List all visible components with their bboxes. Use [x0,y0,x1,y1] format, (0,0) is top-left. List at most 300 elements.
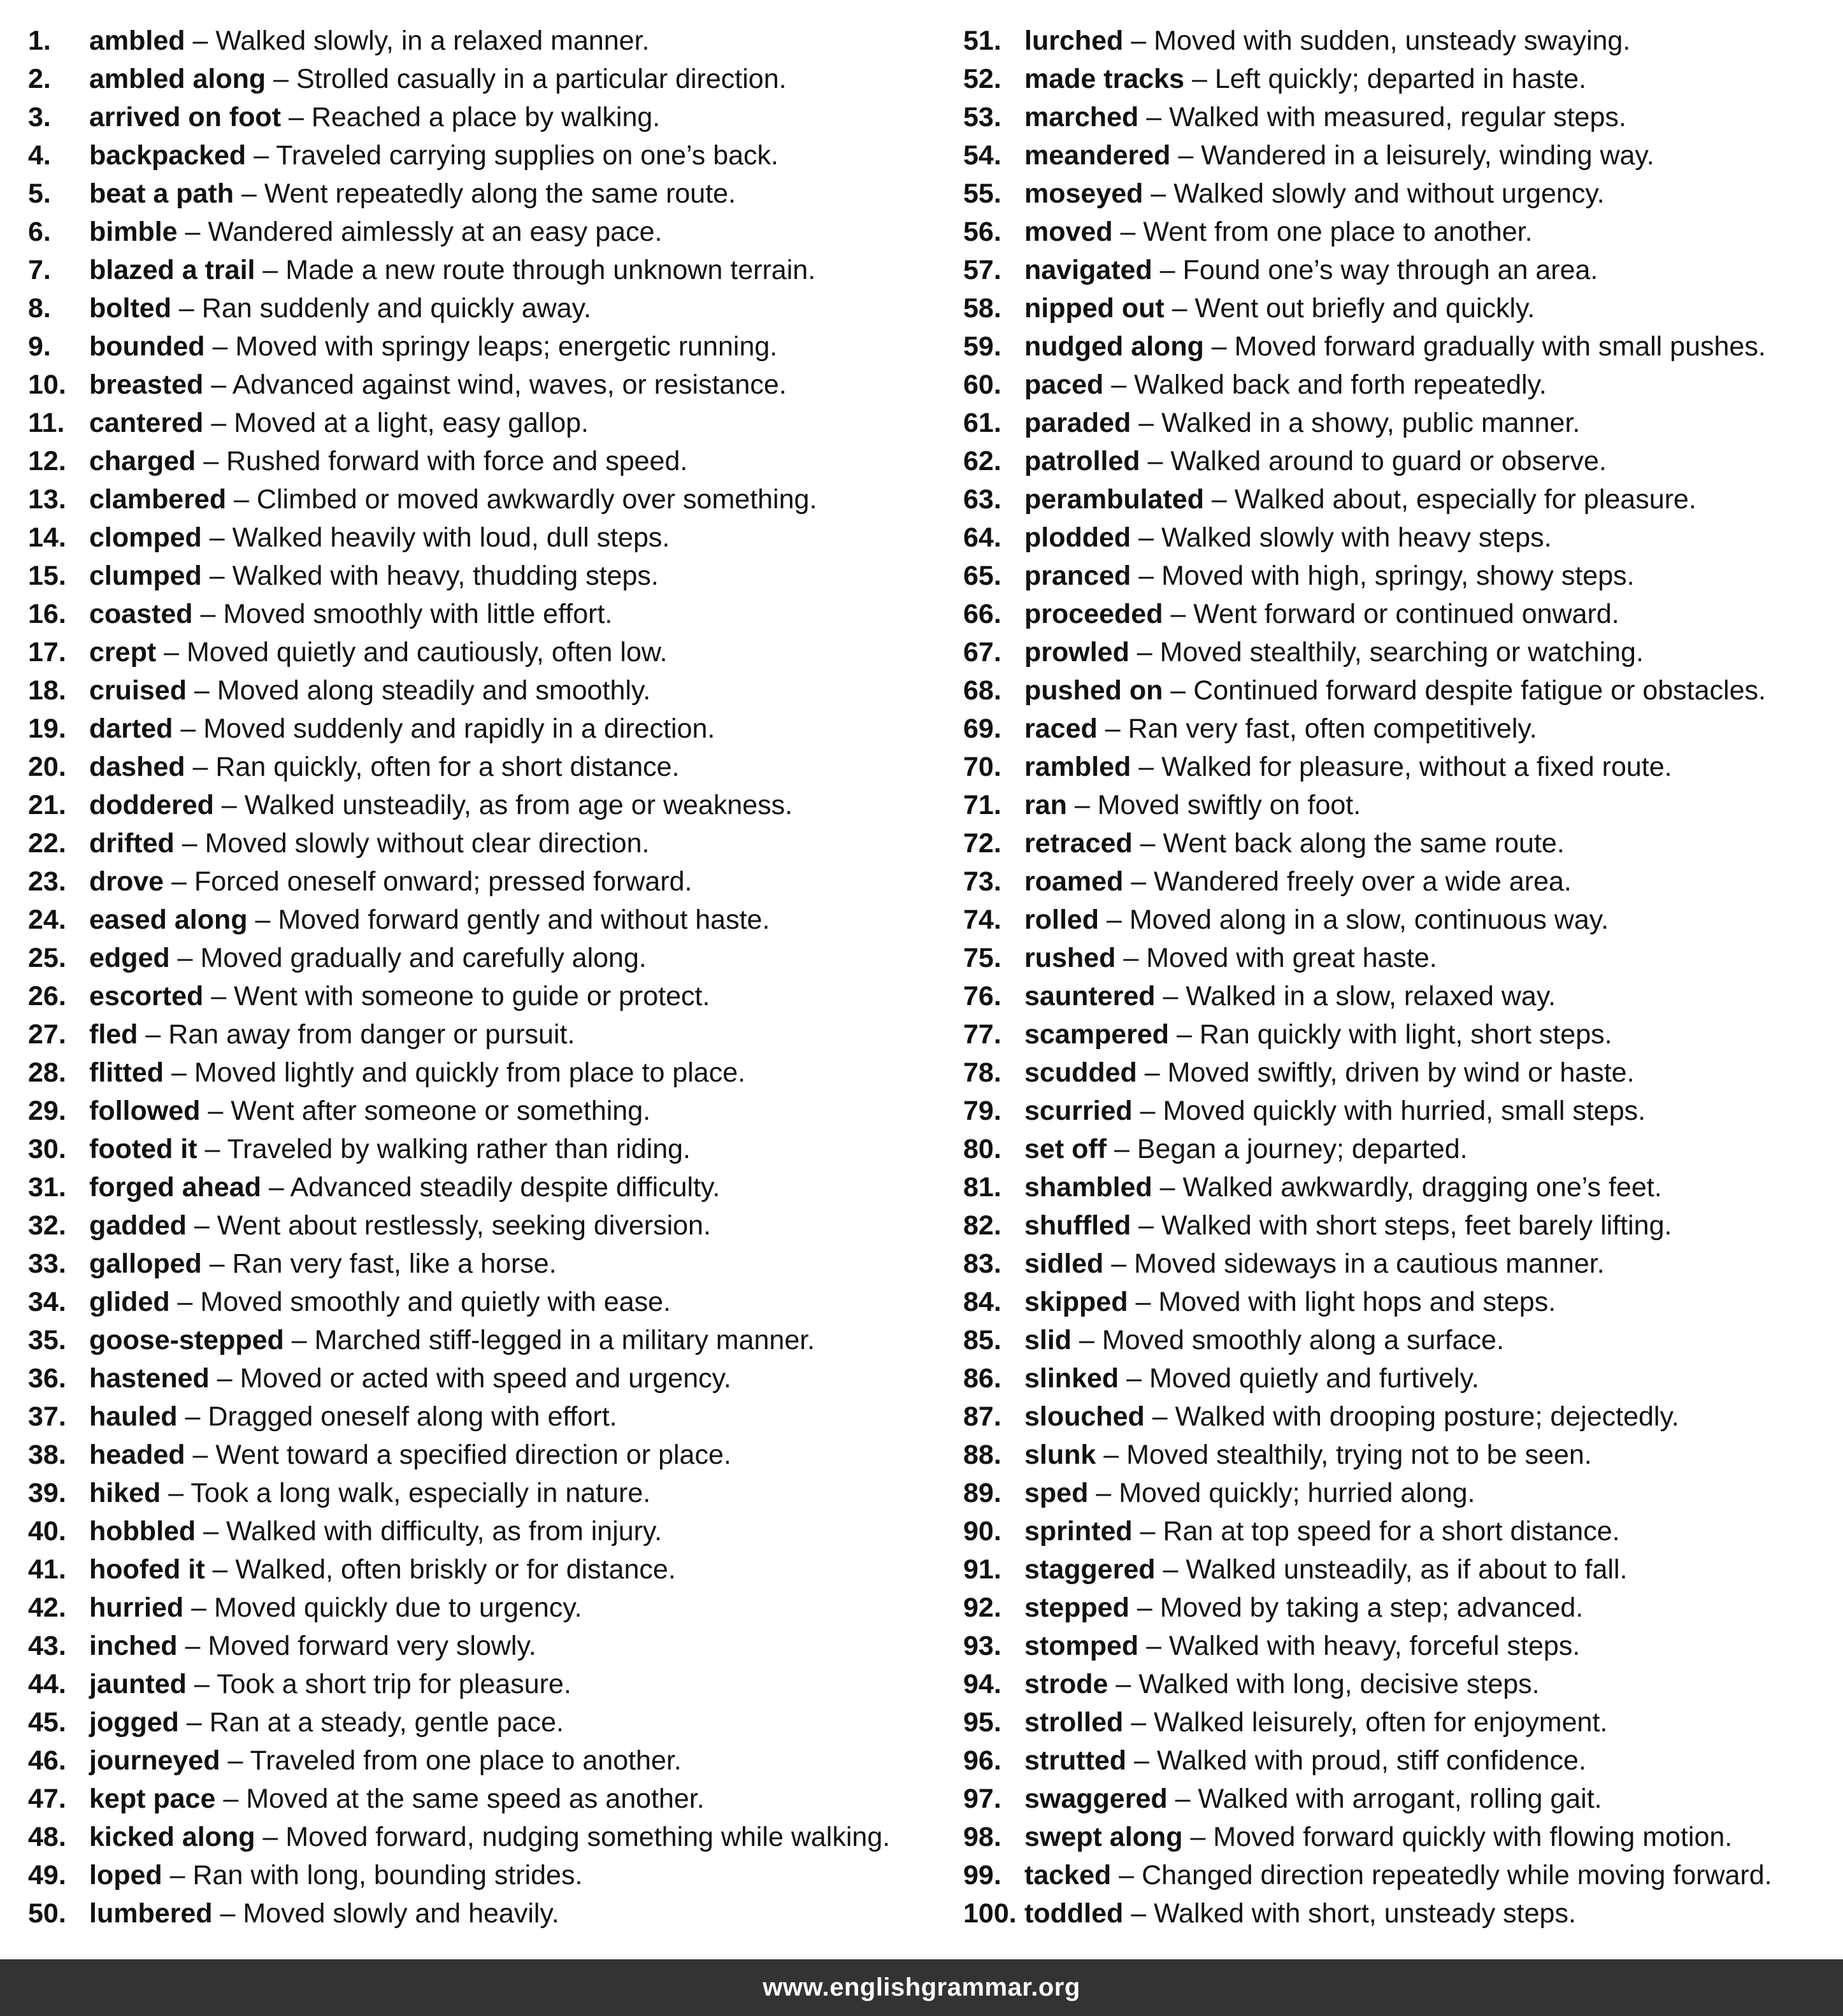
item-number: 32. [28,1210,66,1241]
item-separator: – [1144,1401,1175,1432]
item-separator: – [185,25,216,56]
item-separator: – [1152,255,1183,285]
item-separator: – [201,1248,233,1279]
item-definition: Ran with long, bounding strides. [192,1860,583,1891]
item-separator: – [162,1860,193,1891]
item-number: 53. [963,102,1001,132]
list-item [963,1206,1836,1245]
item-definition: Strolled casually in a particular direction. [296,64,787,94]
item-number: 90. [963,1516,1001,1547]
item-separator: – [183,1592,214,1623]
item-definition: Walked about, especially for pleasure. [1234,484,1696,515]
list-item [963,748,1836,786]
item-definition: Walked for pleasure, without a fixed route. [1161,752,1672,782]
item-number: 44. [28,1669,66,1699]
item-term: made tracks [1024,64,1184,94]
item-term: kicked along [89,1822,255,1852]
item-separator: – [1097,713,1128,744]
item-number: 52. [963,64,1001,94]
item-number: 77. [963,1019,1001,1050]
item-number: 13. [28,484,66,515]
item-definition: Moved by taking a step; advanced. [1159,1592,1584,1623]
list-item [28,251,933,289]
item-definition: Ran very fast, like a horse. [232,1248,557,1279]
item-separator: – [212,1898,243,1929]
item-term: scurried [1024,1096,1133,1126]
item-separator: – [161,1478,191,1508]
list-item [28,480,933,518]
list-item [28,1512,933,1550]
item-term: paced [1024,369,1104,400]
list-item [28,901,933,939]
item-number: 58. [963,293,1001,324]
list-item [28,1130,933,1168]
item-number: 47. [28,1784,66,1814]
item-number: 14. [28,522,66,553]
item-number: 45. [28,1707,66,1738]
item-number: 91. [963,1554,1001,1585]
list-item [963,1359,1836,1398]
item-number: 70. [963,752,1001,782]
item-definition: Climbed or moved awkwardly over something. [256,484,817,515]
item-number: 48. [28,1822,66,1852]
item-definition: Moved swiftly, driven by wind or haste. [1167,1057,1635,1088]
list-item [963,1894,1836,1933]
item-term: skipped [1024,1287,1128,1317]
item-definition: Walked with measured, regular steps. [1169,102,1626,132]
item-term: kept pace [89,1784,216,1814]
item-separator: – [247,904,278,935]
item-definition: Ran at a steady, gentle pace. [209,1707,564,1738]
list-item [963,60,1836,98]
item-definition: Moved stealthily, searching or watching. [1159,637,1644,668]
item-separator: – [138,1019,169,1050]
item-term: tacked [1024,1860,1112,1891]
item-term: slid [1024,1325,1072,1355]
item-term: prowled [1024,637,1129,668]
item-term: eased along [89,904,248,935]
item-separator: – [215,1784,247,1814]
item-number: 66. [963,599,1001,629]
item-separator: – [173,713,204,744]
item-number: 82. [963,1210,1001,1241]
item-definition: Advanced steadily despite difficulty. [290,1172,721,1203]
list-item [963,1283,1836,1321]
list-item [28,1780,933,1818]
item-separator: – [203,981,234,1012]
item-separator: – [204,331,236,362]
list-item [963,1512,1836,1550]
item-term: crept [89,637,157,668]
item-separator: – [174,828,205,859]
item-separator: – [1132,828,1163,859]
item-definition: Went toward a specified direction or place. [215,1440,731,1470]
item-definition: Changed direction repeatedly while moving forward. [1142,1860,1772,1891]
list-item [963,901,1836,939]
item-number: 15. [28,561,66,591]
item-number: 54. [963,140,1001,171]
item-term: beat a path [89,178,234,209]
item-definition: Rushed forward with force and speed. [226,446,688,476]
list-item [963,1168,1836,1206]
item-separator: – [1123,866,1154,897]
item-term: rushed [1024,943,1116,973]
list-item [28,1856,933,1894]
list-item [28,213,933,251]
list-item [28,977,933,1015]
list-item [28,671,933,710]
item-term: strutted [1024,1745,1127,1776]
list-item [963,1703,1836,1741]
item-separator: – [1103,369,1135,400]
item-term: inched [89,1631,178,1661]
item-separator: – [261,1172,290,1203]
item-separator: – [185,752,216,782]
item-definition: Moved at the same speed as another. [246,1784,705,1814]
item-definition: Moved with sudden, unsteady swaying. [1154,25,1631,56]
item-term: rambled [1024,752,1131,782]
item-number: 26. [28,981,66,1012]
item-term: jogged [89,1707,179,1738]
item-number: 65. [963,561,1001,591]
item-separator: – [1123,1707,1154,1738]
item-definition: Moved quietly and cautiously, often low. [186,637,668,668]
list-item [963,824,1836,862]
item-definition: Walked with heavy, thudding steps. [232,561,659,591]
item-definition: Walked with difficulty, as from injury. [226,1516,663,1547]
item-definition: Moved or acted with speed and urgency. [240,1363,731,1394]
item-definition: Moved suddenly and rapidly in a direction. [203,713,715,744]
item-separator: – [234,178,264,209]
item-separator: – [186,1210,217,1241]
item-separator: – [186,1669,217,1699]
item-separator: – [1129,637,1160,668]
list-item [28,824,933,862]
item-definition: Wandered freely over a wide area. [1154,866,1572,897]
item-separator: – [171,293,202,324]
item-separator: – [1203,331,1235,362]
item-number: 83. [963,1248,1001,1279]
item-separator: – [1131,522,1162,553]
item-separator: – [1184,64,1215,94]
item-term: pushed on [1024,675,1163,706]
list-item [963,1741,1836,1780]
item-number: 34. [28,1287,66,1317]
item-separator: – [156,637,187,668]
item-number: 31. [28,1172,66,1203]
item-term: set off [1024,1134,1107,1164]
item-term: darted [89,713,173,744]
word-list-column-right [963,22,1836,1933]
item-term: gadded [89,1210,187,1241]
list-item [28,1283,933,1321]
list-item [28,1550,933,1589]
item-term: coasted [89,599,193,629]
item-definition: Walked leisurely, often for enjoyment. [1154,1707,1608,1738]
item-separator: – [196,1516,227,1547]
item-separator: – [1107,1134,1137,1164]
item-number: 40. [28,1516,66,1547]
list-item [963,1818,1836,1856]
item-separator: – [1163,675,1194,706]
item-number: 84. [963,1287,1001,1317]
item-number: 24. [28,904,66,935]
item-number: 4. [28,140,51,171]
item-number: 20. [28,752,66,782]
list-item [28,175,933,213]
item-number: 29. [28,1096,66,1126]
item-definition: Went back along the same route. [1163,828,1565,859]
item-number: 18. [28,675,66,706]
list-item [963,366,1836,404]
list-item [963,1436,1836,1474]
item-term: hoofed it [89,1554,205,1585]
item-number: 60. [963,369,1001,400]
item-definition: Went from one place to another. [1143,217,1533,247]
item-separator: – [164,1057,194,1088]
item-separator: – [177,1401,208,1432]
item-term: hiked [89,1478,161,1508]
item-number: 50. [28,1898,66,1929]
item-number: 95. [963,1707,1001,1738]
item-number: 19. [28,713,66,744]
item-number: 94. [963,1669,1001,1699]
list-item [963,977,1836,1015]
item-separator: – [209,1363,240,1394]
list-item [28,518,933,557]
list-item [963,1780,1836,1818]
item-separator: – [1131,1210,1162,1241]
item-separator: – [203,408,234,438]
item-term: patrolled [1024,446,1140,476]
item-number: 11. [28,408,65,438]
list-item [28,1321,933,1359]
item-separator: – [1111,1860,1142,1891]
item-number: 39. [28,1478,66,1508]
item-term: proceeded [1024,599,1163,629]
list-item [963,1015,1836,1054]
item-term: dashed [89,752,185,782]
item-term: nipped out [1024,293,1165,324]
item-number: 80. [963,1134,1001,1164]
item-separator: – [178,1707,210,1738]
list-item [28,1627,933,1665]
item-number: 67. [963,637,1001,668]
item-separator: – [1138,1631,1169,1661]
item-definition: Took a short trip for pleasure. [216,1669,571,1699]
item-separator: – [1155,1554,1186,1585]
list-item [963,1589,1836,1627]
list-item [28,1168,933,1206]
item-term: blazed a trail [89,255,255,285]
item-term: hurried [89,1592,184,1623]
item-term: headed [89,1440,185,1470]
list-item [28,1054,933,1092]
item-definition: Moved with great haste. [1146,943,1437,973]
item-number: 93. [963,1631,1001,1661]
list-item [963,1054,1836,1092]
item-term: footed it [89,1134,197,1164]
list-item [28,442,933,480]
item-number: 49. [28,1860,66,1891]
item-number: 37. [28,1401,66,1432]
item-term: flitted [89,1057,164,1088]
item-term: ambled along [89,64,266,94]
item-term: clomped [89,522,202,553]
item-separator: – [1163,599,1194,629]
item-definition: Went after someone or something. [231,1096,651,1126]
item-definition: Walked, often briskly or for distance. [235,1554,676,1585]
item-number: 55. [963,178,1001,209]
item-definition: Moved along steadily and smoothly. [217,675,651,706]
item-term: loped [89,1860,162,1891]
item-definition: Walked slowly and without urgency. [1173,178,1605,209]
item-number: 9. [28,331,51,362]
item-definition: Ran quickly, often for a short distance. [215,752,680,782]
list-item [28,786,933,824]
item-term: strode [1024,1669,1108,1699]
item-number: 87. [963,1401,1001,1432]
item-term: slunk [1024,1440,1096,1470]
list-item [963,1398,1836,1436]
item-separator: – [196,446,227,476]
item-definition: Went about restlessly, seeking diversion. [217,1210,711,1241]
item-definition: Walked with drooping posture; dejectedly. [1175,1401,1679,1432]
list-item [963,98,1836,136]
item-term: drifted [89,828,175,859]
item-definition: Walked awkwardly, dragging one’s feet. [1182,1172,1662,1203]
item-definition: Traveled carrying supplies on one’s back. [276,140,778,171]
item-number: 23. [28,866,66,897]
item-definition: Walked unsteadily, as from age or weakness. [244,790,793,820]
item-definition: Walked with proud, stiff confidence. [1156,1745,1586,1776]
item-definition: Walked in a showy, public manner. [1161,408,1581,438]
item-definition: Walked slowly with heavy steps. [1161,522,1552,553]
item-definition: Ran quickly with light, short steps. [1199,1019,1612,1050]
item-definition: Began a journey; departed. [1137,1134,1468,1164]
item-definition: Found one’s way through an area. [1182,255,1598,285]
item-term: doddered [89,790,214,820]
item-separator: – [201,522,233,553]
item-definition: Moved quickly; hurried along. [1119,1478,1475,1508]
item-separator: – [169,943,201,973]
item-number: 35. [28,1325,66,1355]
item-definition: Continued forward despite fatigue or obstacles. [1193,675,1766,706]
item-number: 88. [963,1440,1001,1470]
item-number: 17. [28,637,66,668]
item-number: 59. [963,331,1001,362]
item-definition: Walked with short, unsteady steps. [1154,1898,1576,1929]
item-number: 16. [28,599,66,629]
item-definition: Went with someone to guide or protect. [234,981,710,1012]
list-item [28,748,933,786]
item-definition: Moved slowly without clear direction. [204,828,650,859]
item-definition: Wandered aimlessly at an easy pace. [208,217,663,247]
item-separator: – [1138,102,1170,132]
item-definition: Left quickly; departed in haste. [1214,64,1587,94]
item-number: 96. [963,1745,1001,1776]
item-term: hobbled [89,1516,196,1547]
item-term: moved [1024,217,1113,247]
item-term: cruised [89,675,187,706]
footer-website-link[interactable]: www.englishgrammar.org [763,1973,1080,2001]
item-term: fled [89,1019,138,1050]
item-number: 92. [963,1592,1001,1623]
item-number: 43. [28,1631,66,1661]
item-separator: – [1066,790,1098,820]
item-term: sidled [1024,1248,1104,1279]
item-term: edged [89,943,170,973]
list-item [963,327,1836,366]
item-definition: Moved quickly with hurried, small steps. [1163,1096,1646,1126]
list-item [28,404,933,442]
item-term: scudded [1024,1057,1137,1088]
item-definition: Wandered in a leisurely, winding way. [1201,140,1654,171]
item-definition: Moved sideways in a cautious manner. [1134,1248,1605,1279]
item-number: 76. [963,981,1001,1012]
item-term: sped [1024,1478,1089,1508]
item-separator: – [1155,981,1186,1012]
item-term: stomped [1024,1631,1139,1661]
item-separator: – [1132,1516,1163,1547]
list-item [963,939,1836,977]
item-definition: Walked slowly, in a relaxed manner. [215,25,650,56]
item-number: 85. [963,1325,1001,1355]
item-separator: – [1164,293,1195,324]
item-definition: Dragged oneself along with effort. [208,1401,617,1432]
list-item [963,442,1836,480]
item-definition: Went out briefly and quickly. [1194,293,1535,324]
list-item [28,366,933,404]
item-separator: – [246,140,276,171]
item-separator: – [1182,1822,1214,1852]
list-item [28,1818,933,1856]
item-term: staggered [1024,1554,1156,1585]
list-item [963,1856,1836,1894]
item-number: 69. [963,713,1001,744]
item-number: 75. [963,943,1001,973]
item-separator: – [283,1325,315,1355]
list-item [963,1321,1836,1359]
item-separator: – [169,1287,201,1317]
list-item [28,1359,933,1398]
item-definition: Marched stiff-legged in a military manner. [314,1325,815,1355]
item-term: ambled [89,25,185,56]
item-number: 51. [963,25,1001,56]
item-number: 79. [963,1096,1001,1126]
item-number: 30. [28,1134,66,1164]
word-list-column-left [28,22,933,1933]
list-item [963,633,1836,671]
item-number: 71. [963,790,1001,820]
item-definition: Advanced against wind, waves, or resistance. [232,369,787,400]
item-definition: Walked back and forth repeatedly. [1134,369,1547,400]
item-term: clumped [89,561,202,591]
list-item [28,1015,933,1054]
item-definition: Walked in a slow, relaxed way. [1186,981,1556,1012]
item-number: 99. [963,1860,1001,1891]
item-term: strolled [1024,1707,1124,1738]
item-separator: – [1123,25,1154,56]
item-number: 41. [28,1554,66,1585]
item-separator: – [1112,217,1144,247]
item-definition: Ran away from danger or pursuit. [168,1019,575,1050]
list-item [963,518,1836,557]
item-term: bolted [89,293,171,324]
item-term: roamed [1024,866,1124,897]
item-definition: Moved with high, springy, showy steps. [1161,561,1635,591]
item-number: 62. [963,446,1001,476]
